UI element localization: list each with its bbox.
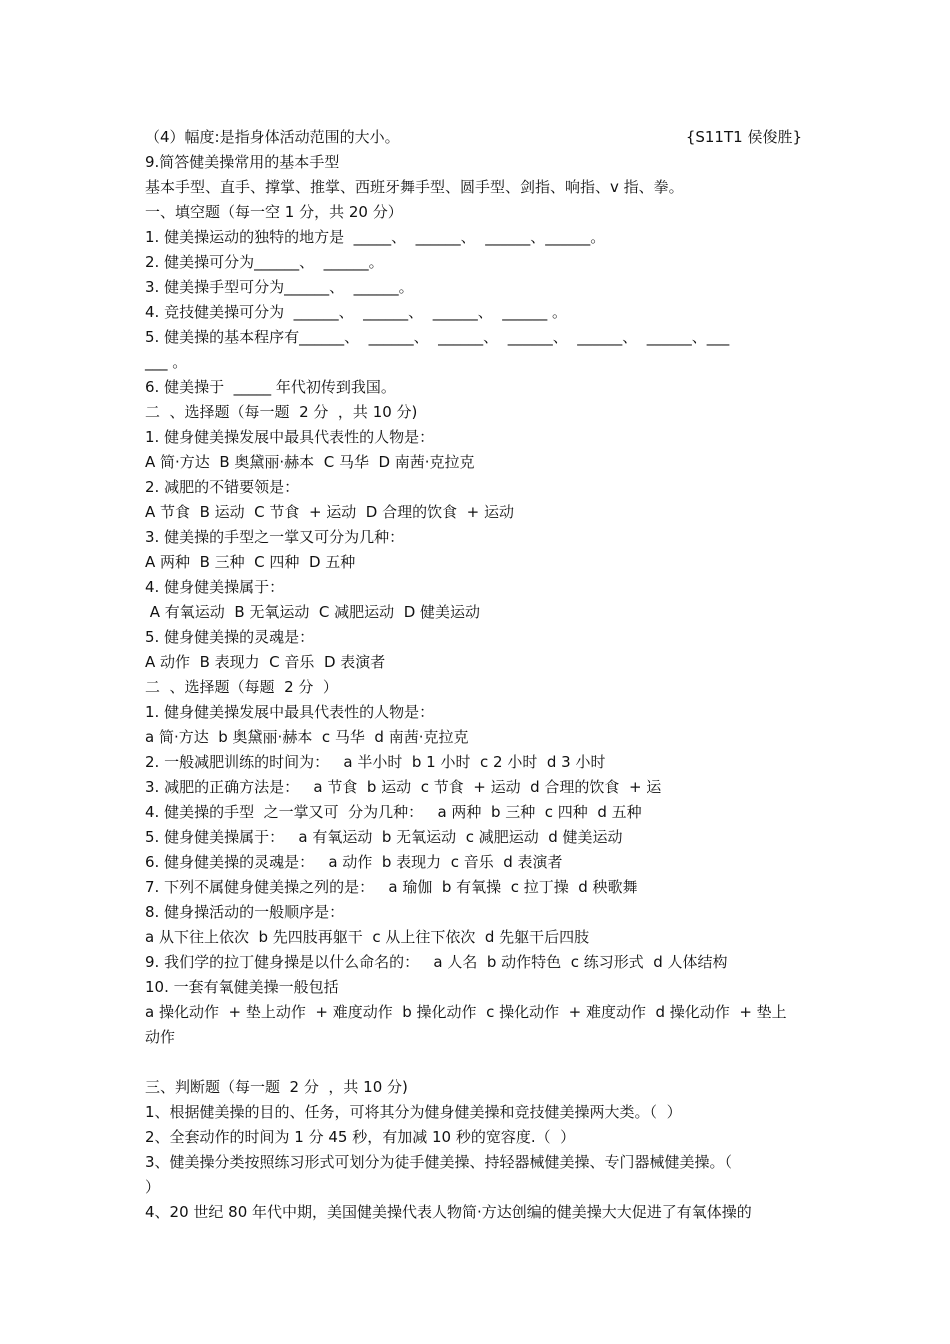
text-line: A 节食 B 运动 C 节食 + 运动 D 合理的饮食 + 运动 [145,503,515,521]
text-line: a 简·方达 b 奥黛丽·赫本 c 马华 d 南茜·克拉克 [145,728,469,746]
text-line: 3. 减肥的正确方法是： a 节食 b 运动 c 节食 + 运动 d 合理的饮食 + 运 [145,778,662,796]
text-line: A 两种 B 三种 C 四种 D 五种 [145,553,356,571]
text-line: 2. 健美操可分为______、 ______。 [145,253,384,271]
section-heading: 二 、选择题（每一题 2 分 ，共 10 分) [145,403,418,421]
text-line: 3. 健美操手型可分为______、 ______。 [145,278,414,296]
text-line: 1、根据健美操的目的、任务，可将其分为健身健美操和竞技健美操两大类。（ ） [145,1103,682,1121]
text-line: ___ 。 [145,353,188,371]
text-line: A 简·方达 B 奥黛丽·赫本 C 马华 D 南茜·克拉克 [145,453,475,471]
text-line: 4. 竞技健美操可分为 ______、 ______、 ______、 ______ 。 [145,303,567,321]
text-line: 5. 健身健美操属于： a 有氧运动 b 无氧运动 c 减肥运动 d 健美运动 [145,828,623,846]
text-line: 5. 健美操的基本程序有______、 ______、 ______、 ______、 ______、 ______、___ [145,328,730,346]
text-line: 2. 一般减肥训练的时间为： a 半小时 b 1 小时 c 2 小时 d 3 小时 [145,753,606,771]
text-line: 7. 下列不属健身健美操之列的是： a 瑜伽 b 有氧操 c 拉丁操 d 秧歌舞 [145,878,638,896]
text-line: 2、全套动作的时间为 1 分 45 秒，有加减 10 秒的宽容度.（ ） [145,1128,576,1146]
text-line: 6. 健身健美操的灵魂是： a 动作 b 表现力 c 音乐 d 表演者 [145,853,563,871]
text-line: a 从下往上依次 b 先四肢再躯干 c 从上往下依次 d 先躯干后四肢 [145,928,590,946]
section-heading: 一、填空题（每一空 1 分，共 20 分） [145,203,403,221]
text-line: 4、20 世纪 80 年代中期，美国健美操代表人物简·方达创编的健美操大大促进了有氧体操的 [145,1203,752,1221]
text-line: 9.简答健美操常用的基本手型 [145,153,340,171]
text-line: 8. 健身操活动的一般顺序是： [145,903,345,921]
text-line: （4）幅度:是指身体活动范围的大小。 [145,128,400,146]
text-line: A 有氧运动 B 无氧运动 C 减肥运动 D 健美运动 [145,603,481,621]
author-tag: {S11T1 侯俊胜} [685,128,802,146]
text-line: 基本手型、直手、撑掌、推掌、西班牙舞手型、圆手型、剑指、响指、v 指、拳。 [145,178,684,196]
text-line: 2. 减肥的不错要领是： [145,478,300,496]
text-line: A 动作 B 表现力 C 音乐 D 表演者 [145,653,386,671]
text-line: 6. 健美操于 _____ 年代初传到我国。 [145,378,396,396]
text-line: 1. 健美操运动的独特的地方是 _____、 ______、 ______、______。 [145,228,606,246]
text-line: 3. 健美操的手型之一掌又可分为几种： [145,528,405,546]
text-line: 1. 健身健美操发展中最具代表性的人物是： [145,703,435,721]
section-heading: 二 、选择题（每题 2 分 ） [145,678,338,696]
text-line: 4. 健美操的手型 之一掌又可 分为几种： a 两种 b 三种 c 四种 d 五种 [145,803,642,821]
text-line: 1. 健身健美操发展中最具代表性的人物是： [145,428,435,446]
text-line: 动作 [145,1028,176,1046]
text-line: 10. 一套有氧健美操一般包括 [145,978,339,996]
section-heading: 三、判断题（每一题 2 分 ，共 10 分) [145,1078,408,1096]
text-line: ） [145,1178,161,1196]
text-line: 3、健美操分类按照练习形式可划分为徒手健美操、持轻器械健美操、专门器械健美操。（ [145,1153,733,1171]
text-line: 4. 健身健美操属于： [145,578,285,596]
text-line: 9. 我们学的拉丁健身操是以什么命名的： a 人名 b 动作特色 c 练习形式 d 人体结构 [145,953,728,971]
text-line: a 操化动作 + 垫上动作 + 难度动作 b 操化动作 c 操化动作 + 难度动作 d 操化动作 + 垫上 [145,1003,787,1021]
text-line: 5. 健身健美操的灵魂是： [145,628,315,646]
